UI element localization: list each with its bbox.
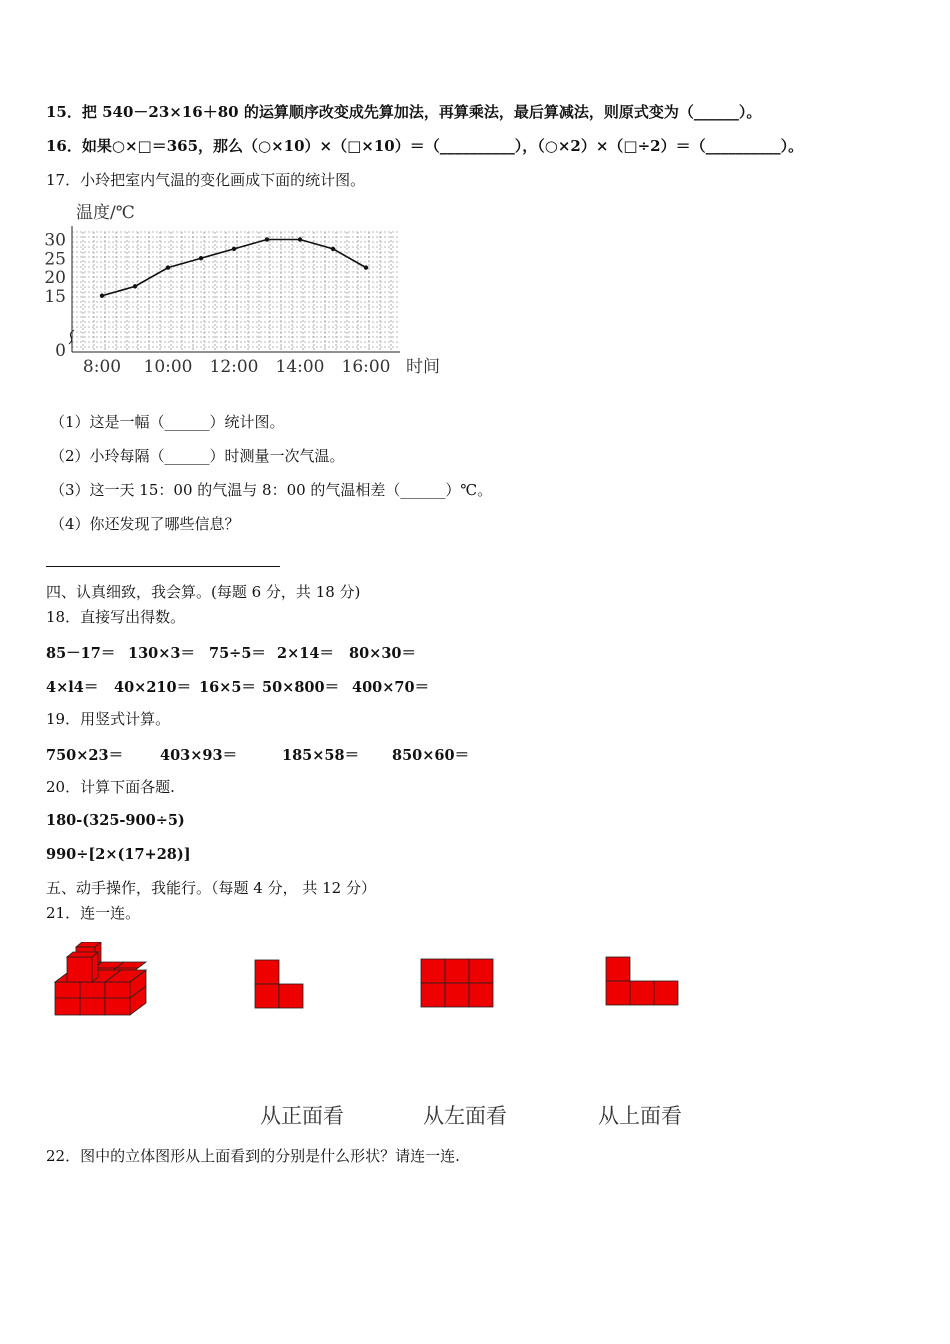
y-tick-label: 15 (44, 286, 66, 307)
q18-item: 80×30＝ (349, 645, 417, 662)
question-19: 19．用竖式计算。 (46, 710, 171, 728)
q18-item: 4×l4＝ (46, 679, 99, 696)
cube-solid-figure (50, 942, 154, 1020)
q18-item: 40×210＝ (114, 679, 192, 696)
data-point (166, 265, 170, 269)
data-point (298, 237, 302, 241)
view-label-left: 从左面看 (423, 1104, 507, 1128)
temperature-chart (40, 196, 460, 386)
section-5-title: 五、动手操作，我能行。（每题 4 分， 共 12 分） (46, 879, 376, 897)
section-4-title: 四、认真细致，我会算。(每题 6 分，共 18 分) (46, 583, 361, 601)
question-16: 16．如果○×□＝365，那么（○×10）×（□×10）＝（__________），（○×2）×（□÷2）＝（__________）。 (46, 137, 804, 155)
question-15: 15．把 540－23×16＋80 的运算顺序改变成先算加法，再算乘法，最后算减法，则原式变为（______）。 (46, 103, 762, 121)
q18-item: 85－17＝ (46, 645, 116, 662)
y-tick-label: 20 (44, 268, 66, 288)
q18-item: 50×800＝ (262, 679, 340, 696)
y-tick-label: 30 (44, 230, 66, 251)
x-tick-label: 16:00 (341, 357, 391, 377)
question-18: 18．直接写出得数。 (46, 608, 186, 626)
q19-item: 403×93＝ (160, 747, 238, 764)
q19-item: 750×23＝ (46, 747, 124, 764)
data-point (199, 256, 203, 260)
data-point (265, 237, 269, 241)
view-shape-1 (254, 959, 306, 1011)
question-17: 17．小玲把室内气温的变化画成下面的统计图。 (46, 171, 366, 189)
q18-item: 400×70＝ (352, 679, 430, 696)
question-20: 20．计算下面各题. (46, 778, 175, 796)
question-22: 22．图中的立体图形从上面看到的分别是什么形状？请连一连. (46, 1147, 460, 1165)
data-point (232, 247, 236, 251)
data-point (133, 284, 137, 288)
data-point (331, 247, 335, 251)
y-tick-label: 0 (55, 341, 66, 361)
q19-item: 850×60＝ (392, 747, 470, 764)
view-label-front: 从正面看 (260, 1104, 344, 1128)
view-shape-3 (605, 956, 681, 1008)
question-17-part-4: （4）你还发现了哪些信息？ (50, 515, 240, 533)
x-tick-label: 8:00 (82, 357, 122, 377)
x-tick-label: 10:00 (143, 357, 193, 377)
q18-item: 75÷5＝ (209, 645, 266, 662)
data-point (364, 265, 368, 269)
y-tick-label: 25 (44, 249, 66, 270)
q20-item-2: 990÷[2×(17+28)] (46, 846, 191, 863)
view-label-top: 从上面看 (598, 1104, 682, 1128)
q18-item: 16×5＝ (199, 679, 256, 696)
q20-item-1: 180-(325-900÷5) (46, 812, 185, 829)
view-shape-2 (420, 958, 496, 1010)
q19-item: 185×58＝ (282, 747, 360, 764)
question-17-part-2: （2）小玲每隔（______）时测量一次气温。 (50, 447, 345, 465)
answer-line (46, 566, 280, 567)
q18-item: 130×3＝ (128, 645, 196, 662)
x-axis-label: 时间 (406, 357, 440, 377)
y-axis-label: 温度/℃ (76, 203, 135, 223)
x-tick-label: 12:00 (209, 357, 259, 377)
q18-item: 2×14＝ (277, 645, 334, 662)
x-tick-label: 14:00 (275, 357, 325, 377)
question-17-part-1: （1）这是一幅（______）统计图。 (50, 413, 285, 431)
question-17-part-3: （3）这一天 15：00 的气温与 8：00 的气温相差（______）℃。 (50, 481, 493, 499)
question-21: 21．连一连。 (46, 904, 141, 922)
data-point (100, 294, 104, 298)
